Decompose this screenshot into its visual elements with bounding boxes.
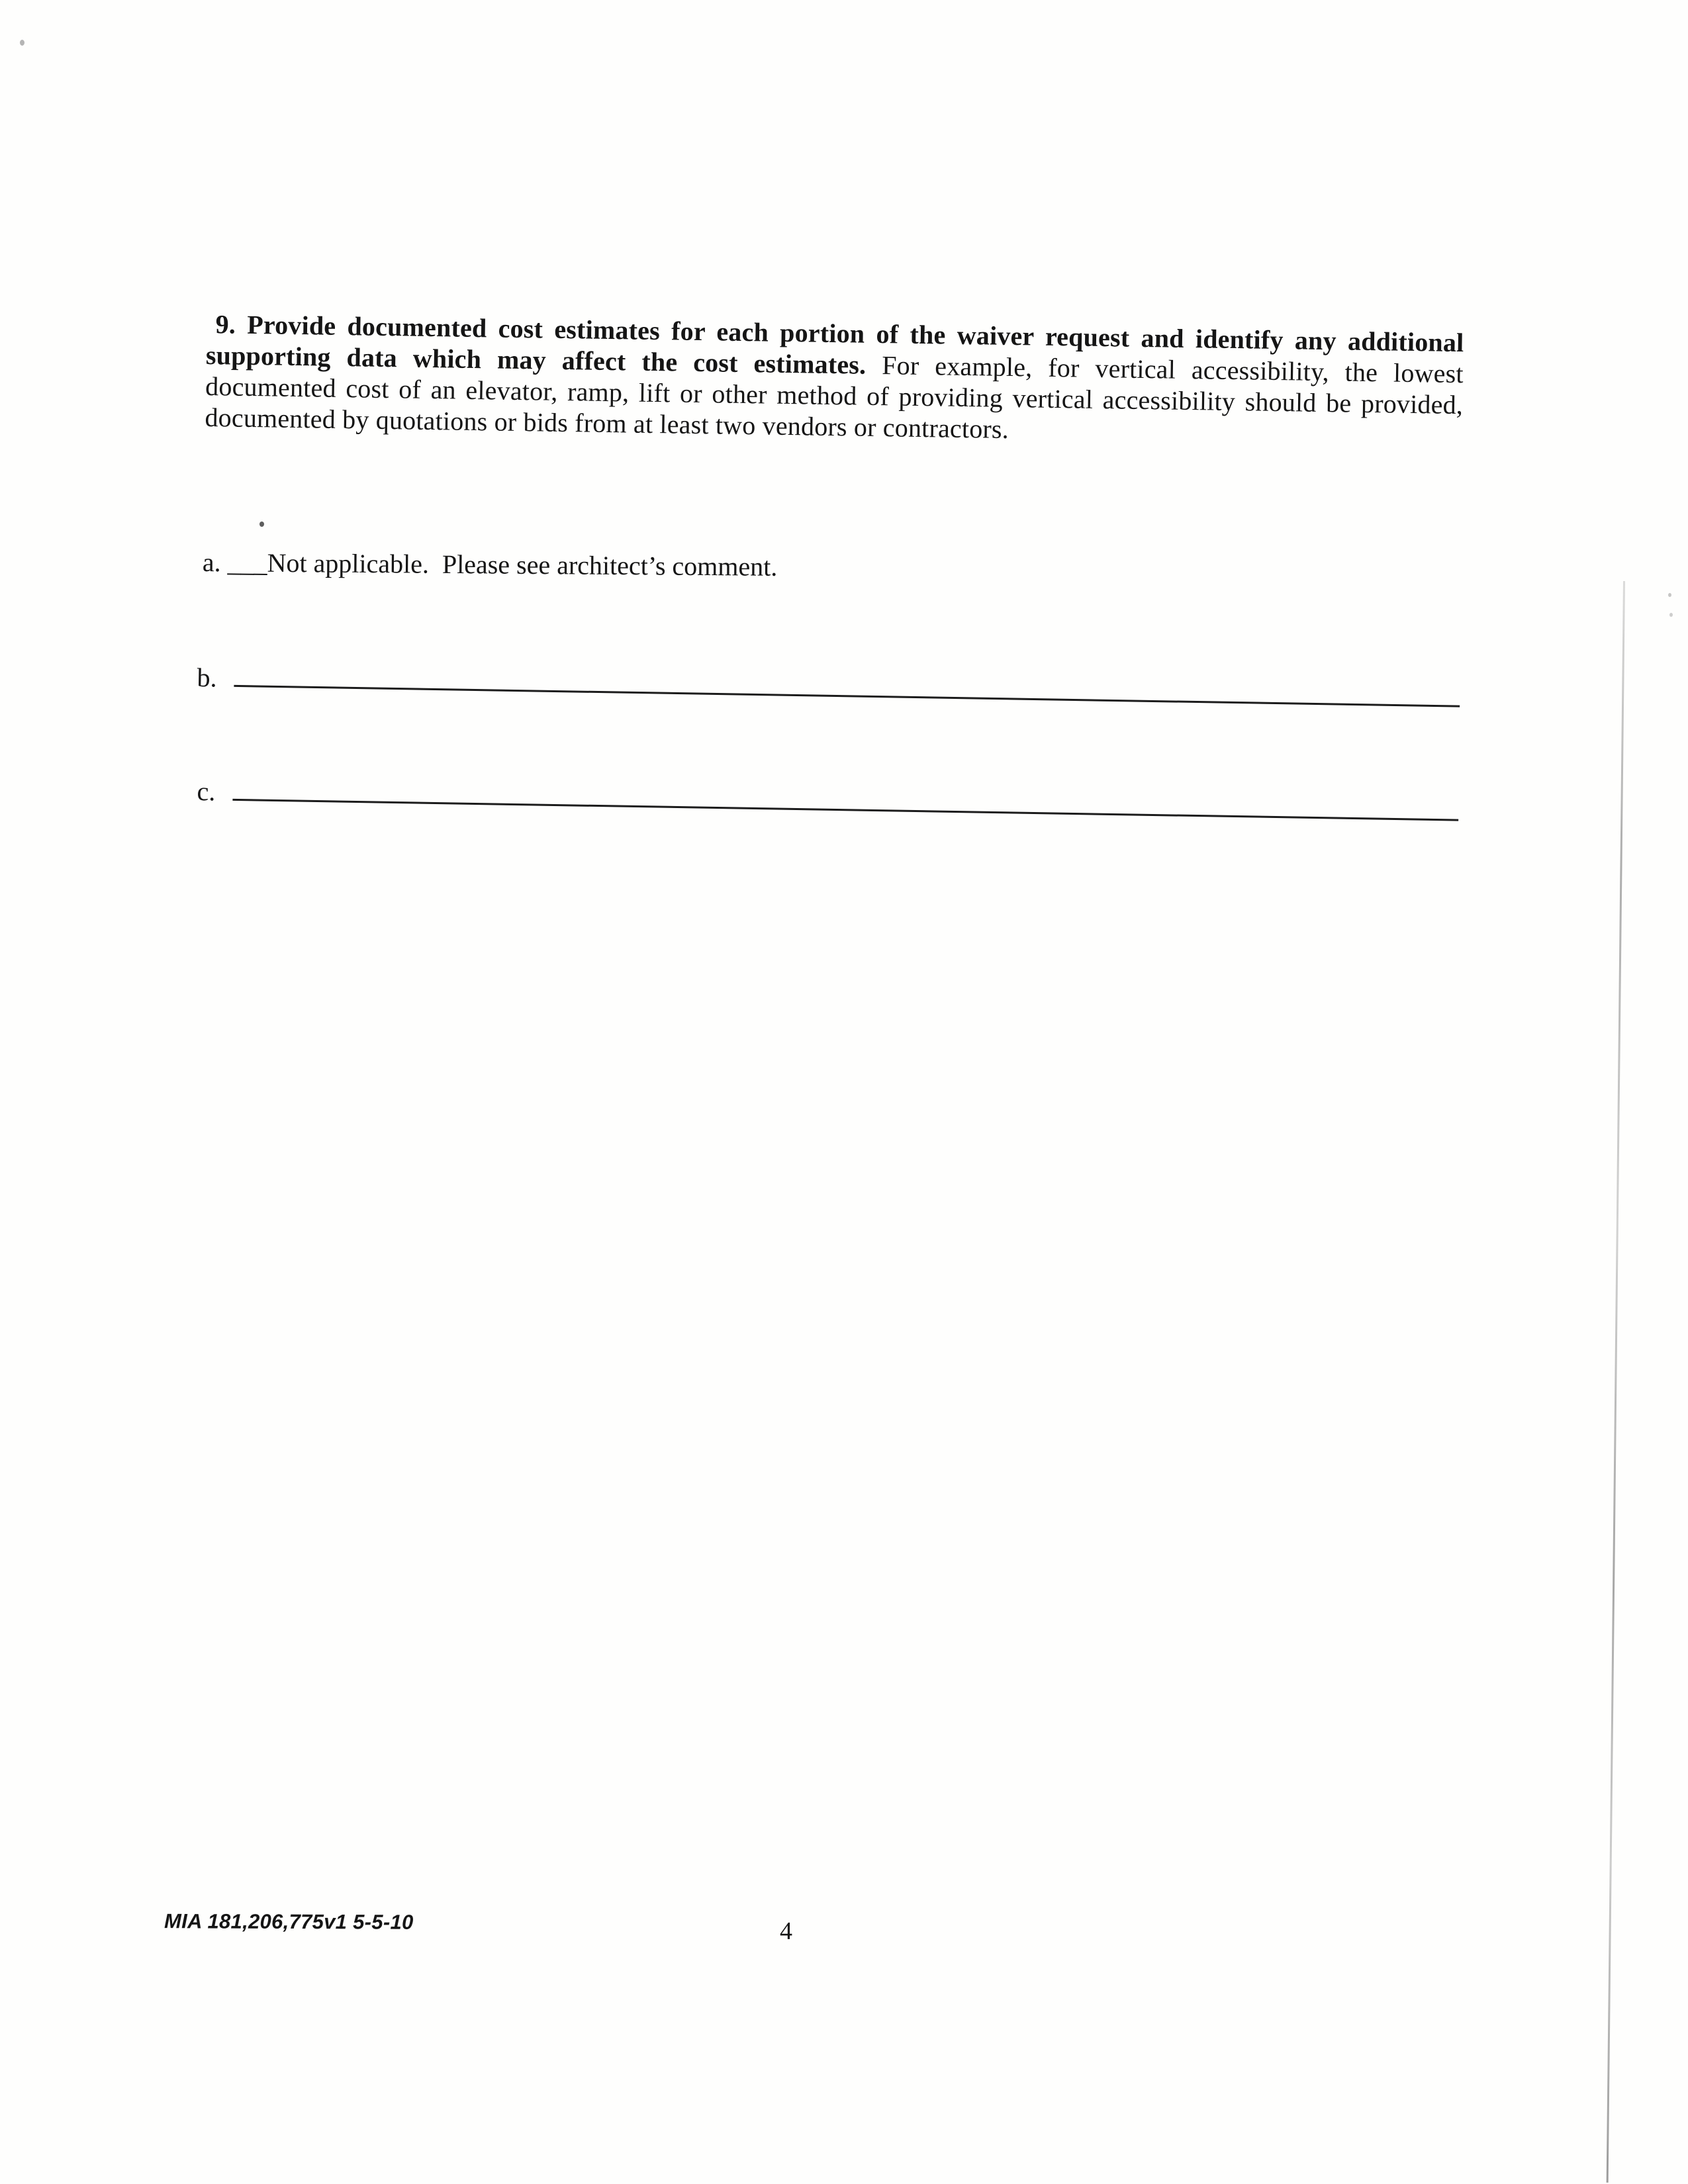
scan-artifact-speck	[20, 40, 24, 46]
scan-artifact-speck	[1668, 593, 1671, 597]
answer-row-c	[197, 776, 1458, 828]
answer-c-label: c.	[197, 776, 216, 807]
question-9-bold-lead: 9. Provide documented cost estimates for each portion of the waiver request and identify any additional supporting data which may affect the cost estimates.	[205, 309, 1464, 380]
answer-row-b	[197, 662, 1460, 714]
question-9-normal-text: For example, for vertical accessibility, the lowest documented cost of an elevator, ramp, lift or other method of providing vertical accessibility should be provided, documented by quotations or bids from at least two vendors or contractors.	[205, 349, 1464, 444]
answer-b-label: b.	[197, 662, 217, 693]
answer-a-text: Not applicable. Please see architect’s comment.	[267, 547, 778, 582]
answer-c-fill-in-line	[232, 777, 1458, 821]
answer-row-a	[203, 547, 778, 582]
answer-a-blank: ___	[227, 547, 267, 578]
answer-a-label: a.	[202, 547, 221, 578]
scan-artifact-speck	[259, 522, 264, 527]
answer-b-fill-in-line	[234, 663, 1460, 707]
scan-artifact-speck	[1669, 613, 1673, 617]
scan-artifact-vertical-line	[1607, 581, 1625, 2183]
question-9-paragraph	[205, 308, 1464, 451]
page-number: 4	[780, 1917, 792, 1945]
footer-document-id: MIA 181,206,775v1 5-5-10	[164, 1909, 414, 1934]
